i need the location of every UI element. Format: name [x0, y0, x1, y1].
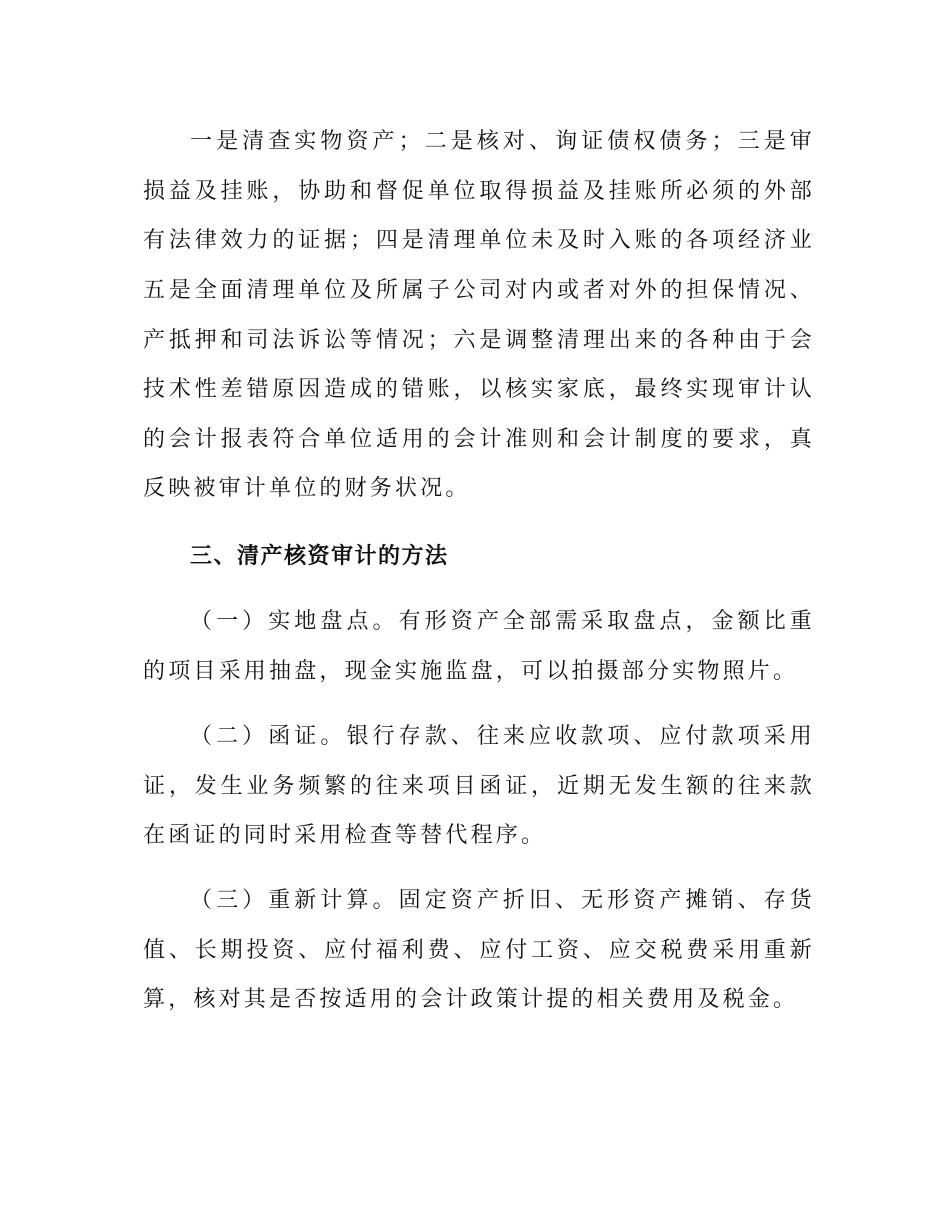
- text-line: 五是全面清理单位及所属子公司对内或者对外的担保情况、: [143, 278, 815, 303]
- text-line: 一是清查实物资产；二是核对、询证债权债务；三是审: [190, 129, 815, 154]
- section-heading: 三、清产核资审计的方法: [190, 544, 449, 569]
- text-line: 损益及挂账，协助和督促单位取得损益及挂账所必须的外部: [143, 179, 815, 204]
- text-line: 在函证的同时采用检查等替代程序。: [143, 823, 547, 848]
- text-line: 的会计报表符合单位适用的会计准则和会计制度的要求，真: [143, 427, 815, 452]
- text-line: 反映被审计单位的财务状况。: [143, 476, 471, 501]
- text-line: 的项目采用抽盘，现金实施监盘，可以拍摄部分实物照片。: [143, 659, 799, 684]
- text-line: 证，发生业务频繁的往来项目函证，近期无发生额的往来款: [143, 774, 815, 799]
- text-line: （一）实地盘点。有形资产全部需采取盘点，金额比重: [190, 609, 815, 634]
- text-line: （三）重新计算。固定资产折旧、无形资产摊销、存货: [190, 888, 815, 913]
- text-line: 值、长期投资、应付福利费、应付工资、应交税费采用重新: [143, 938, 815, 963]
- text-line: 产抵押和司法诉讼等情况；六是调整清理出来的各种由于会: [143, 328, 815, 353]
- text-line: 技术性差错原因造成的错账，以核实家底，最终实现审计认: [143, 377, 815, 402]
- text-line: 有法律效力的证据；四是清理单位未及时入账的各项经济业: [143, 228, 815, 253]
- text-line: 算，核对其是否按适用的会计政策计提的相关费用及税金。: [143, 987, 799, 1012]
- text-line: （二）函证。银行存款、往来应收款项、应付款项采用: [190, 724, 815, 749]
